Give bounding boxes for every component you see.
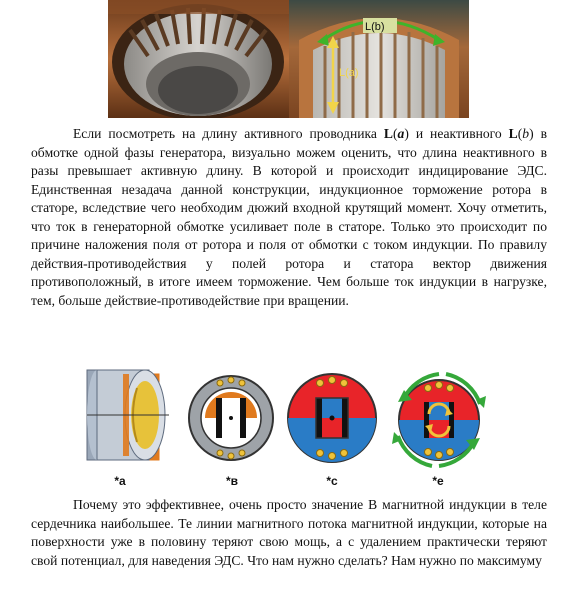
- diagram-b: [186, 368, 276, 473]
- para1-paren-open-2: (: [517, 126, 523, 141]
- caption-c: *c: [326, 474, 338, 488]
- stator-photo-left: [108, 0, 289, 118]
- para1-paren-close-1: ): [404, 126, 409, 141]
- diagram-e: [384, 368, 494, 473]
- label-la: L(a): [339, 67, 359, 79]
- stator-photo-right: [289, 0, 469, 118]
- para1-paren-close-2: ): [529, 126, 534, 141]
- paragraph-1: [31, 125, 547, 310]
- para1-b: b: [522, 126, 530, 141]
- para1-text-2: и неактивного: [408, 126, 509, 141]
- para1-text-1: Если посмотреть на длину активного проводника: [73, 126, 384, 141]
- diagram-a: [83, 368, 173, 473]
- label-lb: L(b): [365, 21, 385, 33]
- caption-a: *a: [114, 474, 126, 488]
- para1-a: a: [397, 126, 405, 141]
- para1-L2: L: [508, 126, 518, 141]
- caption-b: *в: [225, 474, 239, 488]
- paragraph-2: [31, 496, 547, 570]
- para1-L1: L: [383, 126, 393, 141]
- para2-text: Почему это эффективнее, очень просто значение В магнитной индукции в теле сердечника наибольшее. Те линии магнитного потока магнитной индукции, которые на поверхности уже в половину теряют свою мощь, а с удалением практически теряют свой потенциал, для наведения ЭДС. Что нам нужно сделать? Нам нужно по максимуму: [31, 497, 547, 568]
- para1-text-3: в обмотке одной фазы генератора, визуально можем оценить, что длина неактивного в разы превышает активную длину. В которой и происходит индицирование ЭДС. Единственная незадача данной конструкции, индукционное торможение ротора в статоре, вследствие чего необходим дюжий входной крутящий момент. Хочу отметить, что ток в генераторной обмотке усиливает поле в статоре. Только это происходит по причине наложения поля от ротора и поля от обмотки с током индукции. По правилу действия-противодействия у полей ротора и статора вектор движения противоположный, в итоге имеем торможение. Чем больше ток индукции в нагрузке, тем, больше действие-противодействие при вращении.: [31, 126, 547, 308]
- para1-paren-open-1: (: [393, 126, 398, 141]
- diagram-c: [286, 368, 378, 473]
- caption-e: *e: [432, 474, 444, 488]
